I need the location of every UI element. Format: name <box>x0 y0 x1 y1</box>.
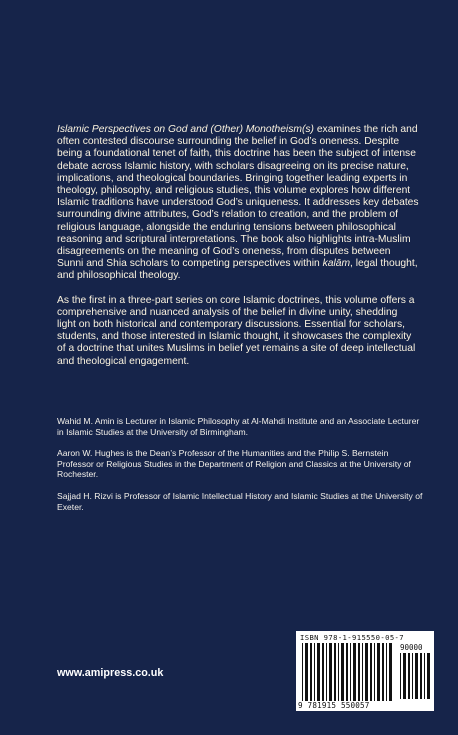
barcode-bar <box>386 643 387 701</box>
description-paragraph-2: As the first in a three-part series on core Islamic doctrines, this volume offers a comprehensive and nuanced analysis of the belief in divine unity, shedding light on both historical and contemporary discussions. Essential for scholars, students, and those interested in Islamic thought, it showcases the complexity of a doctrine that unites Muslims in belief yet remains a site of deep intellectual and theological engagement. <box>57 294 416 367</box>
barcode-bar <box>305 643 308 701</box>
barcode-bar <box>427 653 430 699</box>
barcode-bar <box>334 643 336 701</box>
barcode-bar <box>326 643 327 701</box>
barcode-bar <box>314 643 315 701</box>
book-description <box>57 124 419 380</box>
ean-digits: 9 781915 550057 <box>298 701 370 710</box>
barcode-bar <box>400 653 401 699</box>
barcode-bar <box>370 643 372 701</box>
barcode-bar <box>408 653 410 699</box>
barcode-bar <box>415 653 418 699</box>
barcode-bar <box>377 643 380 701</box>
barcode-bar <box>353 643 356 701</box>
barcode-bar <box>358 643 360 701</box>
bio-amin: Wahid M. Amin is Lecturer in Islamic Philosophy at Al-Mahdi Institute and an Associate Lecturer in Islamic Studies at the University of Birmingham. <box>57 416 420 437</box>
barcode-bar <box>346 643 348 701</box>
barcode-bar <box>365 643 368 701</box>
barcode-bar <box>412 653 413 699</box>
price-addon-bars <box>400 653 430 699</box>
barcode-bar <box>420 653 422 699</box>
isbn-label: ISBN 978-1-915550-05-7 <box>300 633 404 642</box>
price-code: 90000 <box>400 643 423 652</box>
barcode-bar <box>424 653 425 699</box>
barcode-bar <box>350 643 351 701</box>
isbn-barcode <box>296 631 434 711</box>
barcode-bar <box>389 643 392 701</box>
barcode-bars <box>302 643 396 701</box>
bio-rizvi: Sajjad H. Rizvi is Professor of Islamic Intellectual History and Islamic Studies at the University of Exeter. <box>57 490 423 512</box>
bio-hughes: Aaron W. Hughes is the Dean’s Professor of the Humanities and the Philip S. Bernstein Professor or Religious Studies in the Department of Religion and Classics at the University of Rochester. <box>57 448 411 480</box>
barcode-bar <box>403 653 406 699</box>
publisher-website[interactable]: www.amipress.co.uk <box>57 667 164 679</box>
barcode-bar <box>322 643 324 701</box>
author-bios <box>57 416 423 523</box>
description-text: examines the rich and often contested discourse surrounding the belief in God’s oneness. Despite being a foundational tenet of faith, this doctrine has been the subject of intense debate across Islamic history, with scholars disagreeing on its precise nature, implications, and theological boundaries. Bringing together leading experts in theology, philosophy, and religious studies, this volume explores how different Islamic traditions have understood God’s uniqueness. It addresses key debates surrounding divine attributes, God’s relation to creation, and the problem of religious language, alongside the enduring tensions between philosophical reasoning and scriptural interpretations. The book also highlights intra-Muslim disagreements on the meaning of God’s oneness, from disputes between Sunni and Shia scholars to competing perspectives within <box>57 124 419 270</box>
barcode-bar <box>374 643 375 701</box>
barcode-bar <box>338 643 339 701</box>
description-text-end: , legal thought, and philosophical theology. <box>57 258 418 282</box>
book-title: Islamic Perspectives on God and (Other) Monotheism(s) <box>57 124 314 135</box>
barcode-bar <box>329 643 332 701</box>
barcode-bar <box>362 643 363 701</box>
description-paragraph-1 <box>57 124 419 283</box>
barcode-bar <box>382 643 384 701</box>
barcode-bar <box>317 643 320 701</box>
barcode-bar <box>302 643 303 701</box>
barcode-bar <box>341 643 344 701</box>
kalam-term: kalām <box>322 258 351 270</box>
barcode-bar <box>310 643 312 701</box>
